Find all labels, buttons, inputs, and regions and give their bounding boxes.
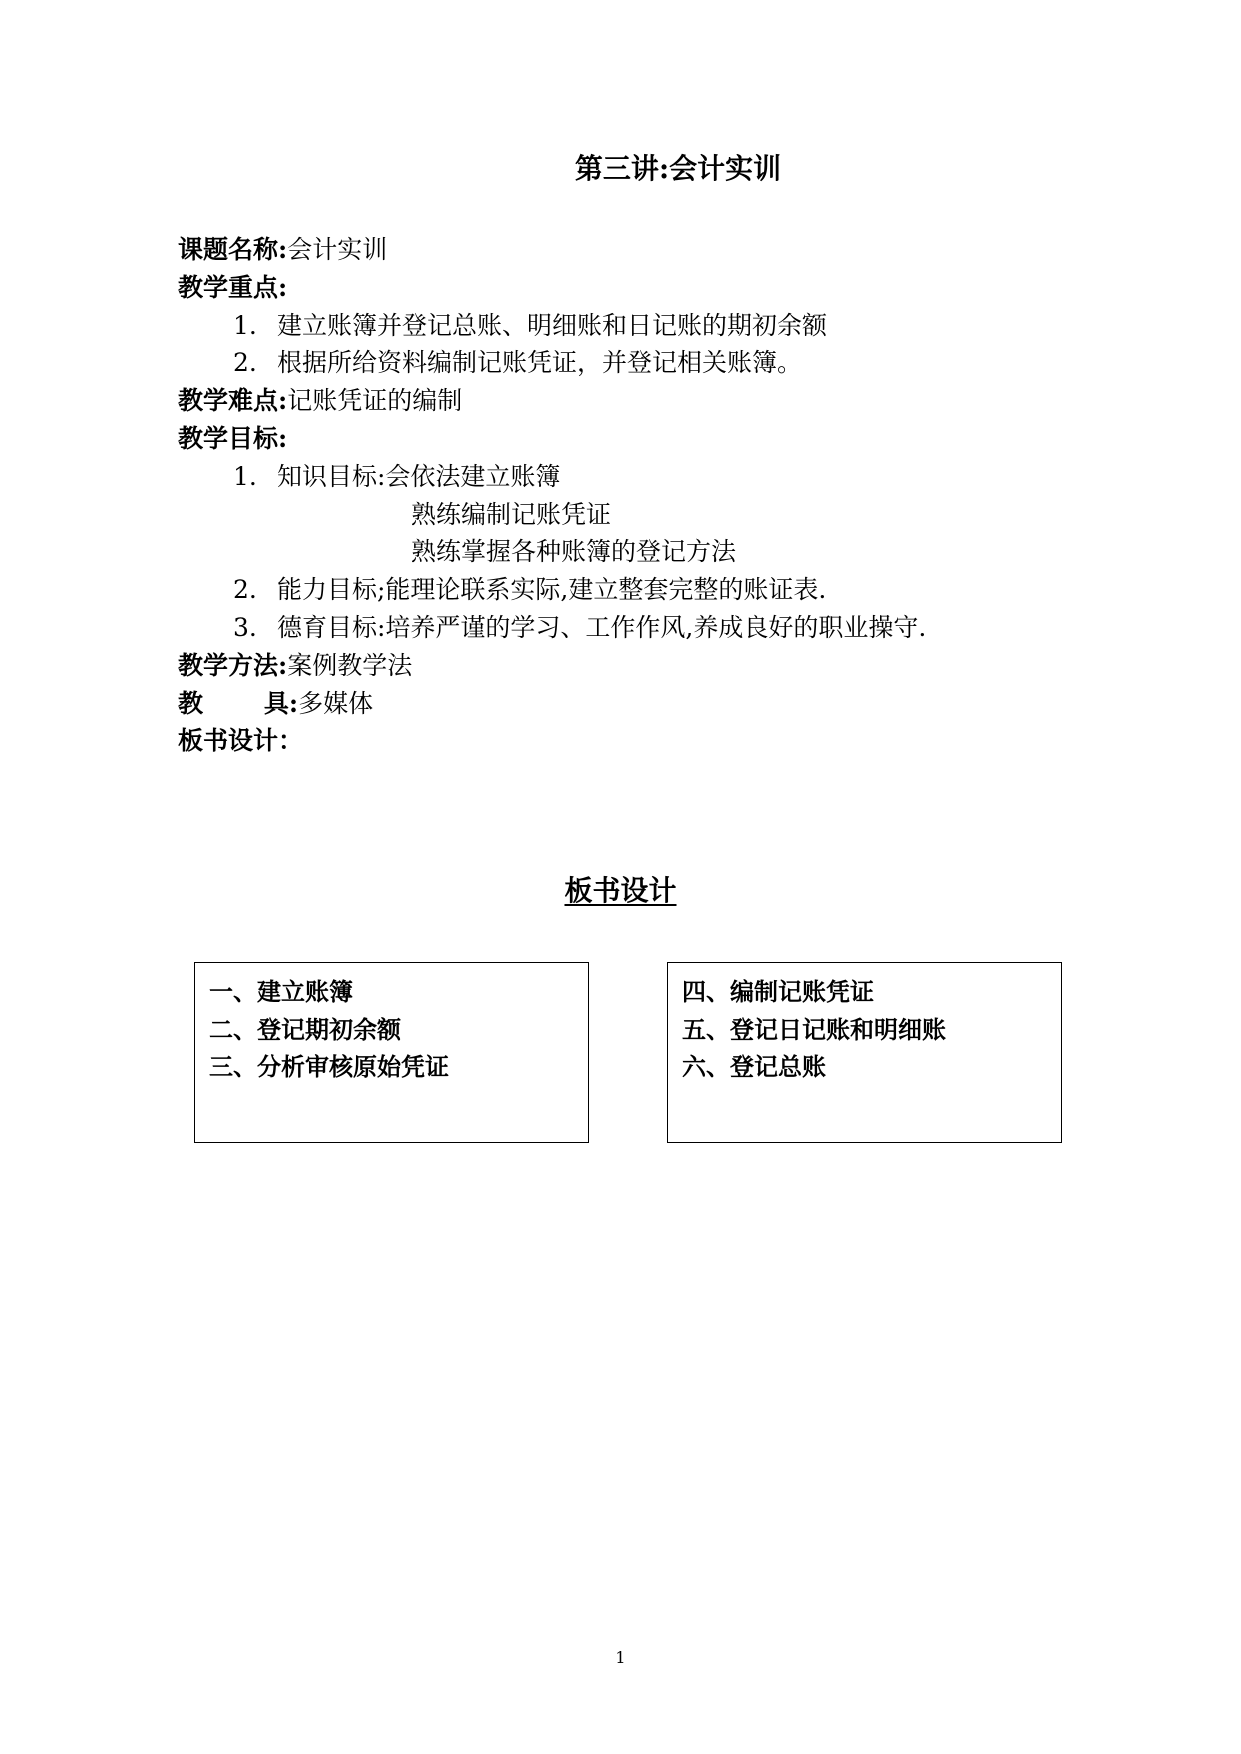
objective-continuation-text: 熟练掌握各种账簿的登记方法 [411,537,737,567]
objective-moral [178,609,1078,647]
objective-knowledge [178,458,1078,496]
board-label: 板书设计： [178,726,304,756]
objective-ability [178,571,1078,609]
key-point-number: 2. [233,348,257,378]
board-design-title [0,874,1241,908]
key-points-label: 教学重点: [178,272,288,302]
board-row [178,722,1078,760]
objectives-label: 教学目标: [178,423,288,453]
objective-continuation-text: 熟练编制记账凭证 [411,499,612,529]
key-point-text: 根据所给资料编制记账凭证，并登记相关账簿。 [277,348,803,378]
board-item: 六、登记总账 [682,1052,826,1081]
objective-text: 知识目标:会依法建立账簿 [277,461,561,491]
board-box-left [194,962,589,1143]
key-point-number: 1. [233,310,257,340]
topic-value: 会计实训 [287,235,388,264]
objective-knowledge-continuation [178,533,1078,571]
key-point-text: 建立账簿并登记总账、明细账和日记账的期初余额 [277,310,828,340]
difficulty-row [178,382,1078,420]
lesson-plan-fields [178,231,1078,760]
objective-number: 2. [233,575,257,605]
key-points-row [178,269,1078,307]
method-value: 案例教学法 [287,650,413,680]
page-title: 第三讲:会计实训 [574,152,782,185]
objective-number: 3. [233,612,257,642]
key-point-item [178,344,1078,382]
board-item: 三、分析审核原始凭证 [209,1052,449,1081]
objective-number: 1. [233,461,257,491]
board-box-right [667,962,1062,1143]
topic-row [178,231,1078,269]
tools-value: 多媒体 [298,688,374,718]
board-item: 五、登记日记账和明细账 [682,1014,946,1044]
method-row [178,647,1078,685]
board-item: 一、建立账簿 [209,977,353,1006]
objective-text: 能力目标;能理论联系实际,建立整套完整的账证表. [277,575,827,605]
page-number: 1 [615,1648,626,1667]
tools-row [178,685,1078,723]
board-item: 四、编制记账凭证 [682,977,874,1006]
tools-label: 教 具: [178,688,299,718]
topic-label: 课题名称: [178,235,288,264]
method-label: 教学方法: [178,650,288,680]
difficulty-label: 教学难点: [178,386,288,416]
difficulty-value: 记账凭证的编制 [287,386,463,416]
key-point-item [178,307,1078,345]
objectives-row [178,420,1078,458]
board-item: 二、登记期初余额 [209,1014,401,1044]
objective-text: 德育目标:培养严谨的学习、工作作风,养成良好的职业操守. [277,612,927,642]
objective-knowledge-continuation [178,496,1078,534]
board-design-title-text: 板书设计 [564,874,677,907]
